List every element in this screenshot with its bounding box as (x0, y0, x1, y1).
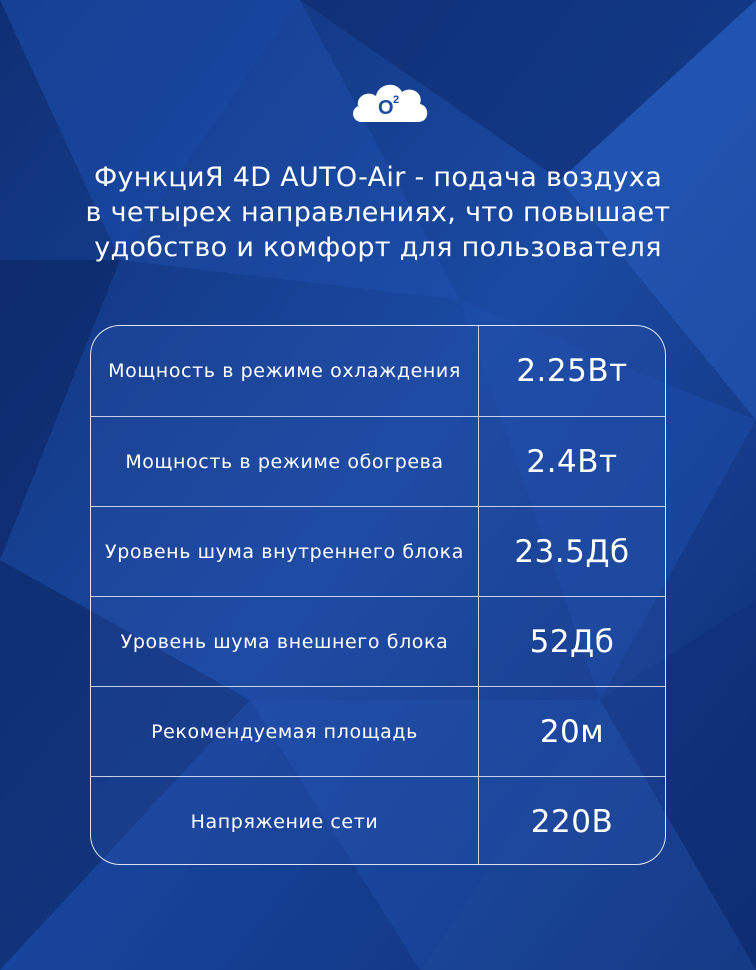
headline-line-1: ФункциЯ 4D AUTO-Air - подача воздуха (93, 162, 663, 193)
spec-label: Уровень шума внешнего блока (91, 597, 479, 686)
logo-superscript: 2 (393, 94, 400, 106)
table-row (91, 596, 665, 686)
headline-line-3: удобство и комфорт для пользователя (94, 232, 662, 263)
spec-label: Уровень шума внутреннего блока (91, 507, 479, 596)
table-row (91, 326, 665, 416)
headline-line-2: в четырех направлениях, что повышает (85, 197, 671, 228)
spec-value: 23.5Дб (514, 533, 630, 570)
table-row (91, 506, 665, 596)
spec-value: 20м (539, 713, 605, 750)
spec-label: Напряжение сети (91, 777, 479, 865)
table-row (91, 776, 665, 865)
spec-label: Мощность в режиме охлаждения (91, 326, 479, 416)
table-row (91, 686, 665, 776)
spec-label: Рекомендуемая площадь (91, 687, 479, 776)
spec-table (90, 325, 666, 865)
cloud-icon (348, 72, 432, 132)
feature-headline (20, 160, 736, 265)
spec-value: 2.4Вт (526, 443, 618, 480)
o2-cloud-logo (348, 72, 432, 132)
spec-label: Мощность в режиме обогрева (91, 417, 479, 506)
table-row (91, 416, 665, 506)
spec-value: 52Дб (529, 623, 615, 660)
logo-o-letter: O (378, 97, 394, 119)
spec-value: 220В (530, 803, 614, 840)
spec-value: 2.25Вт (516, 353, 628, 389)
